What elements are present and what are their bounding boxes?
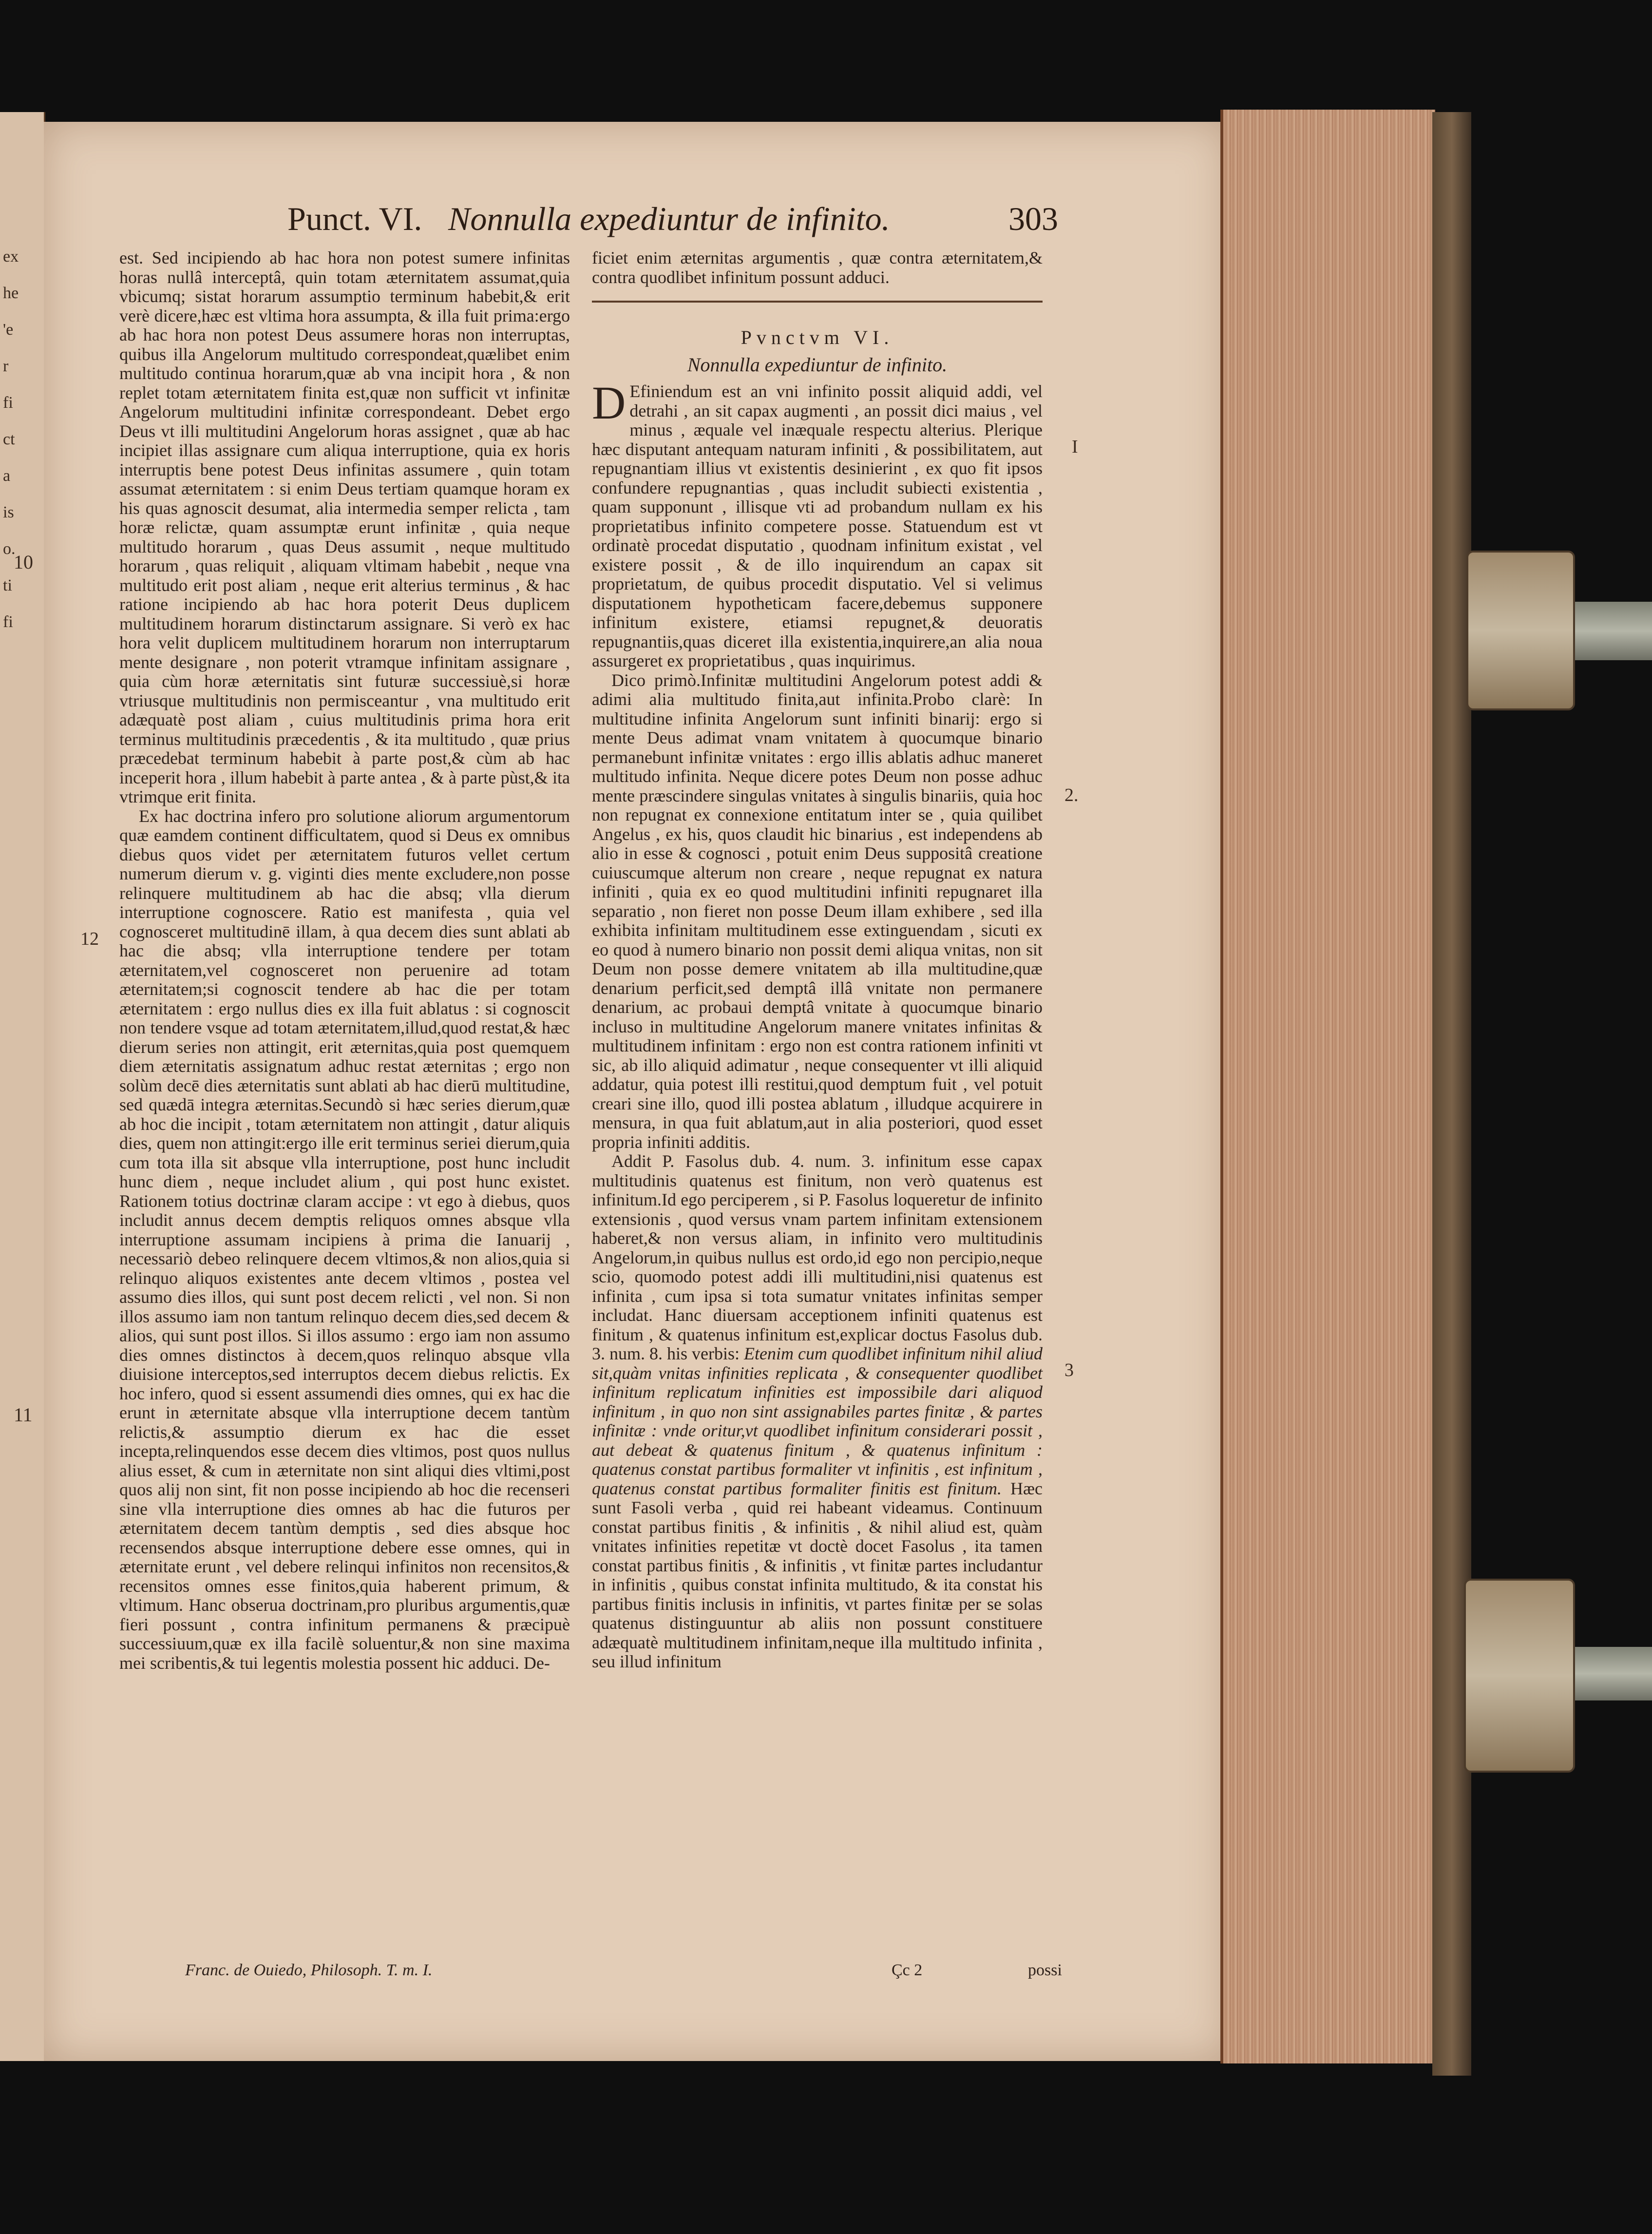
book-cover bbox=[1432, 112, 1471, 2076]
paragraph-text: Addit P. Fasolus dub. 4. num. 3. infinitum esse capax multitudinis quatenus est finitum, non verò quatenus est infinitum.Id ego perciperem , si P. Fasolus loqueretur de infinito extensionis , quod versus vnam partem infinitam extensionem haberet,& non versus aliam, in infinito vero multitudinis Angelorum,in quibus nullus est ordo,id ego non percipio,neque scio, quomodo potest addi illi multitudini,nisi quatenus est infinita , cum ipsa si tota sumatur vnitates infinitas semper includat. Hanc diuersam acceptionem infiniti quatenus est finitum , & quatenus infinitum est,explicar doctus Fasolus dub. 3. num. 8. his verbis: bbox=[592, 1151, 1043, 1363]
footer-author: Franc. de Ouiedo, Philosoph. T. m. I. bbox=[185, 1961, 433, 1979]
prev-page-fragment: o. bbox=[3, 540, 16, 558]
paragraph: Ex hac doctrina infero pro solutione aliorum argumentorum quæ eamdem continent difficultatem, quod si Deus ex omnibus diebus quos videt per æternitatem futuros vellet certum numerum dierum v. g. viginti dies mente excludere,non posse relinquere multitudinem ab hac die absq; vlla dierum interruptione cognoscere. Ratio est manifesta , quia vel cognosceret multitudinē illam, à qua decem dies sunt ablati ab hac die absq; vlla interruptione tendere per totam æternitatem,vel cognosceret non peruenire ad totam æternitatem;si cognoscit tendere ab hac die per totam æternitatem : ergo nullus dies ex illa fuit ablatus : si cognoscit non tendere vsque ad totam æternitatem,illud,quod restat,& hæc dierum series non attingit, erit æternitas,quia post quemquem diem æternitatis assignatum adhuc restat æternitas ; ergo non solùm decē dies æternitatis sunt ablati ab hac dierū multitudine, sed quædā integra æternitas.Secundò si hæc series dierum,quæ ab hoc die incipit , totam æternitatem non attingit , datur aliquis dies, quem non attingit:ergo ille erit terminus seriei dierum,quia cum tota illa sit absque vlla interruptione, post hunc includit hunc diem , neque includet alium , qui post hunc existet. Rationem totius doctrinæ claram accipe : vt ego à diebus, quos includit annus decem demptis reliquos omnes absque vlla interruptione assumam incipiens à prima die Ianuarij , necessariò debeo relinquere decem vltimos,& non alios,quia si relinquo aliquos existentes ante decem vltimos , postea vel assumo dies illos, qui sunt post decem relicti , vel non. Si non illos assumo iam non tantum relinquo decem dies,sed decem & alios, qui sunt post illos. Si illos assumo : ergo iam non assumo dies omnes distinctos à decem,quos relinquo absque vlla diuisione interceptos,sed interruptos decem diebus relictis. Ex hoc infero, quod si essent assumendi dies omnes, qui ex hac die erunt in æternitate absque vlla interruptione decem tantùm relictis,& assumptio dierum ex hac die esset incepta,relinquendos esse decem dies vltimos, post quos nullus alius esset, & cum in æternitate non sint aliqui dies vltimi,post quos alij non sint, fit non posse incipiendo ab hoc die recenseri sine vlla interruptione dies omnes ab hac die futuros per æternitatem decem tantùm demptis , sed dies absque hoc recensendos absque interruptione debere esse omnes, qui in æternitate erunt , vel debere relinqui infinitos non recensitos,& recensitos omnes esse finitos,quia haberent primum, & vltimum. Hanc obserua doctrinam,pro pluribus argumentis,quæ fieri possunt , contra infinitum permanens & præcipuè successiuum,quæ ex illa facilè soluentur,& non sine maxima mei scribentis,& tui legentis molestia possent hic adduci. De- bbox=[119, 806, 570, 1673]
paragraph: Dico primò.Infinitæ multitudini Angelorum potest addi & adimi alia multitudo finita,aut infinita.Probo clarè: In multitudine infinita Angelorum sunt infiniti binarij: ergo si mente Deus adimat vnam vnitatem à quocumque binario permanebunt infinitæ vnitates : ergo illis ablatis adhuc maneret multitudo infinita. Neque dicere potes Deum non posse adhuc mente præscindere singulas vnitates à singulis binariis, quia hoc non repugnat ex connexione entitatum inter se , quia quilibet Angelus , ex his, quos claudit hic binarius , est independens ab alio in esse & cognosci , potuit enim Deus suppositâ creatione cuiuscumque alterum non creare , neque repugnat ex natura infiniti , quia ex eo quod multitudini infiniti repugnaret illa separatio , non fieret non posse Deum illam exhibere , sed illa exhibita infinitam multitudinem esse extinguendam , sicuti ex eo quod à numero binario non possit demi aliqua vnitas, non sit Deum non posse demere vnitatem ab illa multitudine,quæ denarium perficit,sed demptâ illâ vnitate non permanere denarium, ac probaui demptâ vnitate à quocumque binario incluso in multitudine Angelorum manere vnitates infinitas & multitudinem infinitam : ergo non est contra rationem infiniti vt sic, ab illo aliquid adimatur , neque consequenter vt illi aliquid addatur, quia potest illi restitui,quod demptum fuit , vel potuit creari sine illo, quod illi postea ablatum , illudque acquirere in mensura, in qua fuit ablatum,aut in alia posteriori, quod esset propria infiniti additis. bbox=[592, 670, 1043, 1152]
paragraph: ficiet enim æternitas argumentis , quæ contra æternitatem,& contra quodlibet infinitum possunt adduci. bbox=[592, 248, 1043, 287]
left-column bbox=[119, 248, 570, 1673]
margin-number: I bbox=[1072, 437, 1078, 457]
prev-page-fragment: ti bbox=[3, 576, 12, 594]
section-label: Punct. VI. bbox=[287, 200, 422, 237]
section-subtitle: Nonnulla expediuntur de infinito. bbox=[687, 353, 948, 376]
margin-number: 2. bbox=[1064, 785, 1079, 805]
catchword: possi bbox=[1028, 1961, 1062, 1979]
section-heading: Pvnctvm VI. bbox=[741, 326, 894, 348]
margin-number: 3 bbox=[1064, 1360, 1074, 1380]
section-rule bbox=[592, 301, 1043, 303]
prev-page-fragment: is bbox=[3, 503, 14, 521]
paragraph: est. Sed incipiendo ab hac hora non potest sumere infinitas horas nullâ interceptâ, quin totam æternitatem assumat,quia vbicumq; sistat horarum assumptio terminum habebit,& erit verè dicere,hæc est vltima hora assumpta, & illa fuit prima:ergo ab hac hora non potest Deus assumere horas non interruptas, quibus illa Angelorum multitudo correspondeat,quælibet enim multitudo continua horarum,quæ ab vna incipit hora , & non replet totam æternitatem finita est,quæ non sufficit vt infinitæ Angelorum multitudini infinitæ correspondeant. Debet ergo Deus vt illi multitudini Angelorum horas assignet , quæ ab hac incipiet illas assignare cum aliqua interruptione, quia ex horis interruptis bene potest Deus infinitas assumere , quin totam assumat æternitatem : si enim Deus tertiam quamque horam ex his quas agnoscit desumat, alia intermedia semper relicta , tam horæ relictæ, quam assumptæ erunt infinitæ , quia neque multitudo horarum , quas Deus assumit , neque multitudo horarum , quas reliquit , aliquam vltimam habebit , neque vna multitudo erit post aliam , neque erit alterius terminus , & hac ratione incipiendo ab hac hora poterit Deus duplicem multitudinem horarum distinctarum assignare. Si verò ex hac hora velit duplicem multitudinem horarum non interruptarum mente designare , non poterit vtramque infinitam assignare , quia cùm horæ æternitatis sint futuræ successiuè,si horæ vtriusque multitudinis non permisceantur , vna multitudo erit adæquatè post aliam , cuius multitudinis prima hora erit terminus multitudinis præcedentis , & ita multitudo , quæ prius præcedebat terminum habebit à parte post,& cùm ab hac inceperit hora , illum habebit à parte antea , & à parte pùst,& ita vtrimque erit finita. bbox=[119, 248, 570, 806]
prev-page-margin-number: 10 bbox=[14, 551, 33, 573]
page-block-edge bbox=[1220, 110, 1435, 2063]
running-header bbox=[287, 200, 1091, 244]
prev-page-fragment: ct bbox=[3, 430, 15, 448]
paragraph bbox=[592, 1152, 1043, 1672]
right-column bbox=[592, 248, 1043, 1672]
prev-page-fragment: r bbox=[3, 357, 9, 375]
prev-page-margin-number: 11 bbox=[14, 1404, 33, 1426]
signature-mark: Çc 2 bbox=[892, 1961, 923, 1979]
running-title: Nonnulla expediuntur de infinito. bbox=[448, 200, 890, 237]
prev-page-fragment: ex bbox=[3, 248, 19, 266]
prev-page-fragment: fi bbox=[3, 613, 13, 631]
lower-clasp bbox=[1464, 1579, 1575, 1773]
prev-page-fragment: he bbox=[3, 284, 19, 302]
prev-page-fragment: 'e bbox=[3, 321, 14, 339]
prev-page-fragment: fi bbox=[3, 394, 13, 412]
quotation: Etenim cum quodlibet infinitum nihil aliud sit,quàm vnitas infinities replicata , & consequenter quodlibet infinitum replicatum infinities est impossibile dari aliquod infinitum , in quo non sint assignabiles partes finitæ , & partes infinitæ : vnde oritur,vt quodlibet infinitum considerari possit , aut debeat & quatenus finitum , & quatenus infinitum : quatenus constat partibus formaliter vt infinitis , est infinitum , quatenus constat partibus formaliter finitis est finitum. bbox=[592, 1344, 1043, 1498]
paragraph bbox=[592, 377, 1043, 671]
paragraph-text: Hæc sunt Fasoli verba , quid rei habeant videamus. Continuum constat partibus finitis , & infinitis , & nihil aliud est, quàm vnitates infinities repetitæ vt doctè docet Fasolus , ita tamen constat partibus finitis , & infinitis , vt finitæ partes includantur in infinitis , quibus constat infinita multitudo, & ita constat his partibus finitis inclusis in infinitis, vt partes finitæ per se solas quatenus distinguuntur ab aliis non possunt constituere adæquatè multitudinem infinitam,neque illa multitudo infinita , seu illud infinitum bbox=[592, 1478, 1043, 1671]
previous-page-edge bbox=[0, 112, 45, 2061]
margin-number: 12 bbox=[80, 929, 99, 949]
paragraph-text: Efiniendum est an vni infinito possit aliquid addi, vel detrahi , an sit capax augmenti , an possit dici maius , vel minus , æquale vel inæquale respectu alterius. Plerique hæc disputant antequam naturam infiniti , & possibilitatem, aut repugnantiam illius vt existentis desinierint , ex quo fit ipsos confundere repugnantias , quas includit subiecti existentia , quam supponunt , illisque vti ad probandum nullam ex his proprietatibus infinito competere posse. Statuendum est vt ordinatè procedat disputatio , quodnam infinitum existat , vel existere possit , & de illo inquirendum an capax sit proprietatum, de quibus procedit disputatio. Vel si velimus disputationem hypotheticam facere,debemus supponere infinitum existere, etiamsi repugnet,& deuoratis repugnantiis,quas diceret illa existentia,inquirere,an alia noua assurgeret ex proprietatibus , quas inquirimus. bbox=[592, 382, 1043, 670]
upper-clasp bbox=[1466, 551, 1575, 710]
prev-page-fragment: a bbox=[3, 467, 11, 485]
page-number: 303 bbox=[1008, 200, 1058, 237]
drop-cap: D bbox=[592, 377, 626, 429]
